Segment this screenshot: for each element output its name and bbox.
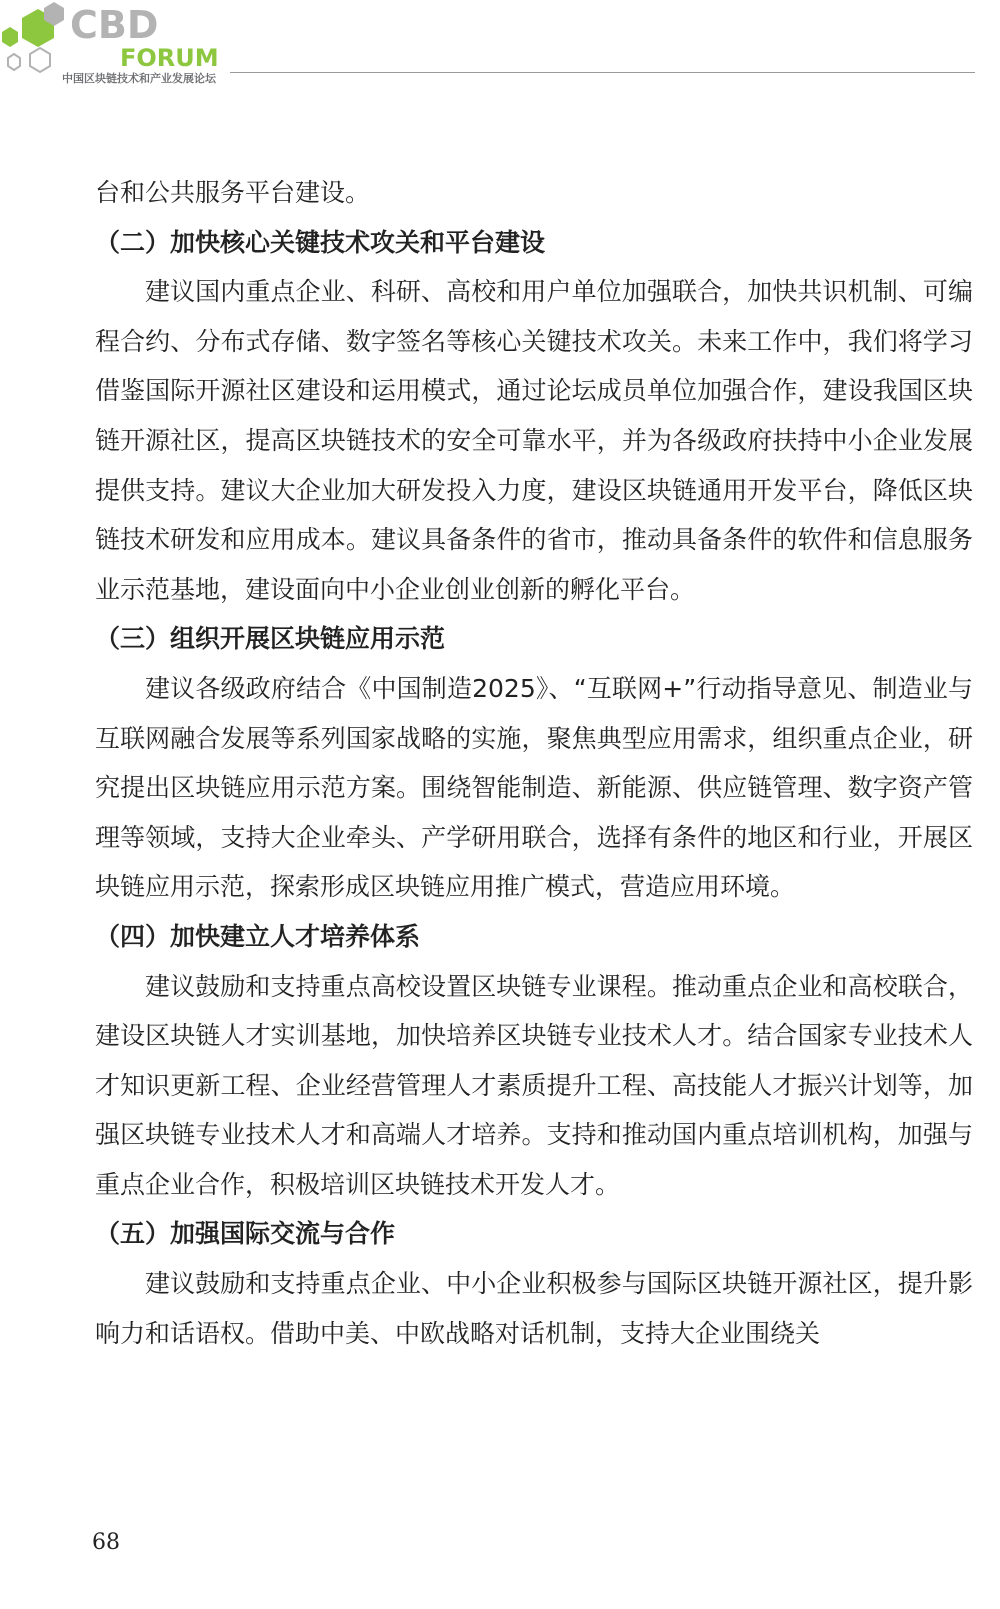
page-number: 68 xyxy=(92,1530,120,1555)
page-header xyxy=(0,0,1000,100)
section-heading: （三）组织开展区块链应用示范 xyxy=(95,624,446,654)
paragraph: 建议国内重点企业、科研、高校和用户单位加强联合，加快共识机制、可编程合约、分布式存储、数字签名等核心关键技术攻关。未来工作中，我们将学习借鉴国际开源社区建设和运用模式，通过论坛成员单位加强合作，建设我国区块链开源社区，提高区块链技术的安全可靠水平，并为各级政府扶持中小企业发展提供支持。建议大企业加大研发投入力度，建设区块链通用开发平台，降低区块链技术研发和应用成本。建议具备条件的省市，推动具备条件的软件和信息服务业示范基地，建设面向中小企业创业创新的孵化平台。 xyxy=(95,277,973,604)
paragraph: 建议鼓励和支持重点高校设置区块链专业课程。推动重点企业和高校联合，建设区块链人才实训基地，加快培养区块链专业技术人才。结合国家专业技术人才知识更新工程、企业经营管理人才素质提升工程、高技能人才振兴计划等，加强区块链专业技术人才和高端人才培养。支持和推动国内重点培训机构，加强与重点企业合作，积极培训区块链技术开发人才。 xyxy=(95,971,973,1199)
paragraph-continued: 台和公共服务平台建设。 xyxy=(95,178,371,207)
paragraph: 建议各级政府结合《中国制造2025》、“互联网+”行动指导意见、制造业与互联网融合发展等系列国家战略的实施，聚焦典型应用需求，组织重点企业，研究提出区块链应用示范方案。围绕智能制造、新能源、供应链管理、数字资产管理等领域，支持大企业牵头、产学研用联合，选择有条件的地区和行业，开展区块链应用示范，探索形成区块链应用推广模式，营造应用环境。 xyxy=(95,673,973,902)
logo-subtitle: FORUM xyxy=(120,44,219,72)
cbd-forum-logo xyxy=(0,0,235,90)
section-heading: （五）加强国际交流与合作 xyxy=(95,1219,396,1249)
section-heading: （四）加快建立人才培养体系 xyxy=(95,921,421,951)
logo-hexagon-small xyxy=(8,54,20,70)
logo-caption: 中国区块链技术和产业发展论坛 xyxy=(62,72,216,85)
logo-hexagon-bottom xyxy=(30,48,50,72)
logo-hexagon-left xyxy=(2,27,18,47)
document-body xyxy=(95,168,973,1358)
section-heading: （二）加快核心关键技术攻关和平台建设 xyxy=(95,227,546,257)
paragraph: 建议鼓励和支持重点企业、中小企业积极参与国际区块链开源社区，提升影响力和话语权。借助中美、中欧战略对话机制，支持大企业围绕关 xyxy=(95,1269,973,1348)
header-rule xyxy=(230,72,975,73)
logo-title: CBD xyxy=(70,3,159,47)
